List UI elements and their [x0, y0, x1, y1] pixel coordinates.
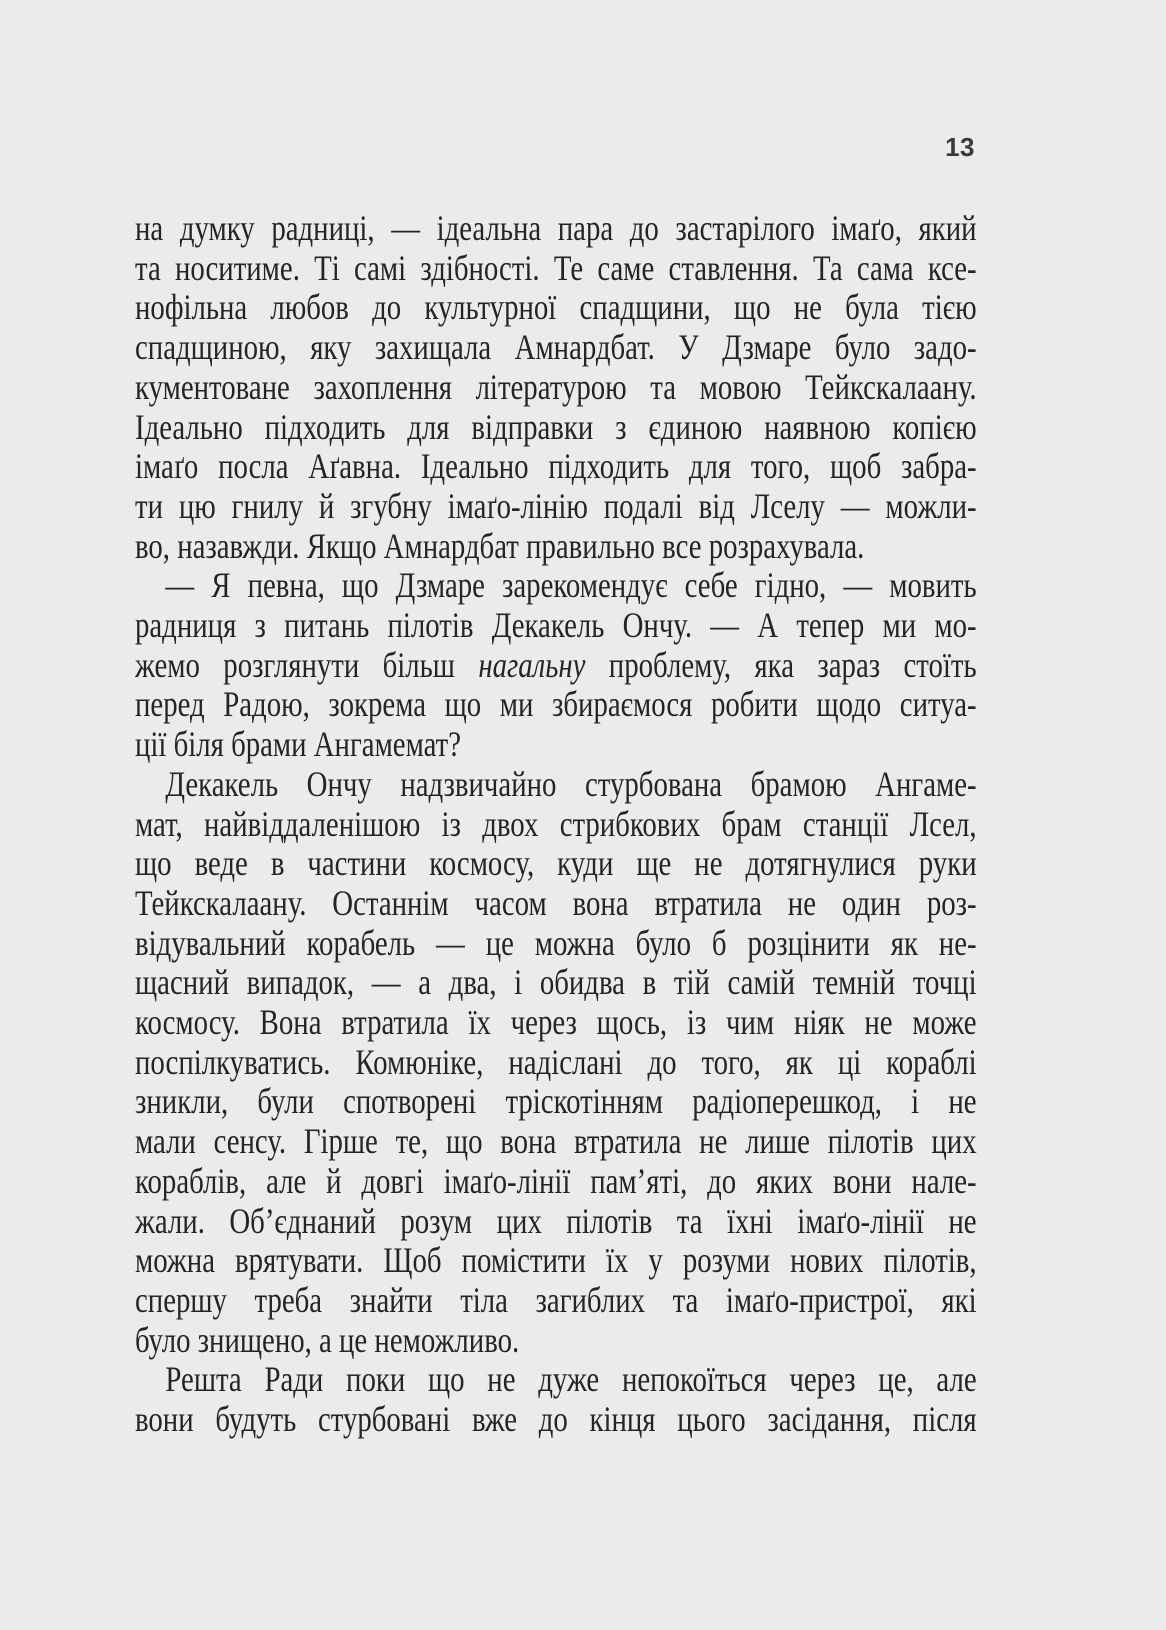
text-line: [135, 527, 977, 567]
text-segment: радниця з питань пілотів Декакель Ончу. — А тепер ми мо-: [135, 605, 977, 646]
text-segment: мат, найвіддаленішою із двох стрибкових брам станції Лсел,: [135, 803, 977, 844]
text-segment: відувальний корабель — це можна було б розцінити як не-: [135, 922, 977, 963]
text-segment: ції біля брами Ангамемат?: [135, 724, 462, 765]
text-segment: спершу треба знайти тіла загиблих та імаґо-пристрої, які: [135, 1279, 977, 1320]
text-line: [135, 1082, 977, 1122]
text-line: [135, 685, 977, 725]
text-line: [135, 447, 977, 487]
text-segment: спадщиною, яку захищала Амнардбат. У Дзмаре було задо-: [135, 327, 977, 368]
text-line: [135, 1400, 977, 1440]
text-segment: ти цю гнилу й згубну імаґо-лінію подалі від Лселу — можли-: [135, 485, 977, 526]
page-number: 13: [945, 132, 975, 162]
text-line: [135, 963, 977, 1003]
text-line: [135, 1122, 977, 1162]
text-line: [135, 844, 977, 884]
text-line: [135, 249, 977, 289]
text-line: [135, 1162, 977, 1202]
text-segment: було знищено, а це неможливо.: [135, 1319, 520, 1360]
text-segment: нофільна любов до культурної спадщини, що не була тією: [135, 287, 977, 328]
text-segment: та носитиме. Ті самі здібності. Те саме ставлення. Та сама ксе-: [135, 247, 977, 288]
text-line: [135, 368, 977, 408]
text-line: [135, 805, 977, 845]
text-line: [135, 1003, 977, 1043]
text-segment: мали сенсу. Гірше те, що вона втратила не лише пілотів цих: [135, 1121, 977, 1162]
text-segment: Декакель Ончу надзвичайно стурбована брамою Ангаме-: [165, 763, 977, 804]
text-line: [135, 1241, 977, 1281]
text-segment: вони будуть стурбовані вже до кінця цього засідання, після: [135, 1399, 977, 1440]
text-segment: космосу. Вона втратила їх через щось, із чим ніяк не може: [135, 1002, 977, 1043]
text-line: [135, 1360, 977, 1400]
text-segment: жемо розглянути більш: [135, 644, 479, 685]
text-segment: кораблів, але й довгі імаґо-лінії пам’яті, до яких вони нале-: [135, 1160, 977, 1201]
text-segment: можна врятувати. Щоб помістити їх у розуми нових пілотів,: [135, 1240, 977, 1281]
text-segment: проблему, яка зараз стоїть: [585, 644, 977, 685]
text-segment: щасний випадок, — а два, і обидва в тій самій темній точці: [135, 962, 977, 1003]
text-segment: во, назавжди. Якщо Амнардбат правильно все розрахувала.: [135, 525, 865, 566]
text-segment: поспілкуватись. Комюніке, надіслані до того, як ці кораблі: [135, 1041, 977, 1082]
text-line: [135, 1321, 977, 1361]
text-line: [135, 487, 977, 527]
text-segment: що веде в частини космосу, куди ще не дотягнулися руки: [135, 843, 977, 884]
text-segment: кументоване захоплення літературою та мовою Тейкскалаану.: [135, 366, 977, 407]
text-line: [135, 765, 977, 805]
text-line: [135, 328, 977, 368]
text-segment: Ідеально підходить для відправки з єдиною наявною копією: [135, 406, 977, 447]
text-line: [135, 288, 977, 328]
text-line: [135, 408, 977, 448]
text-line: [135, 1281, 977, 1321]
page-text: [135, 209, 977, 1440]
text-segment: перед Радою, зокрема що ми збираємося робити щодо ситуа-: [135, 684, 977, 725]
text-line: [135, 606, 977, 646]
text-line: [135, 1202, 977, 1242]
emphasized-text: нагальну: [478, 644, 586, 685]
text-line: [135, 646, 977, 686]
text-segment: — Я певна, що Дзмаре зарекомендує себе гідно, — мовить: [165, 565, 977, 606]
text-line: [135, 725, 977, 765]
text-segment: на думку радниці, — ідеальна пара до застарілого імаґо, який: [135, 208, 977, 248]
text-line: [135, 884, 977, 924]
text-segment: Тейкскалаану. Останнім часом вона втратила не один роз-: [135, 882, 977, 923]
text-segment: Решта Ради поки що не дуже непокоїться через це, але: [165, 1359, 977, 1400]
text-segment: імаґо посла Аґавна. Ідеально підходить для того, щоб забра-: [135, 446, 977, 487]
text-segment: зникли, були спотворені тріскотінням радіоперешкод, і не: [135, 1081, 977, 1122]
text-line: [135, 209, 977, 249]
text-line: [135, 566, 977, 606]
text-line: [135, 1043, 977, 1083]
text-segment: жали. Об’єднаний розум цих пілотів та їхні імаґо-лінії не: [135, 1200, 977, 1241]
text-line: [135, 924, 977, 964]
